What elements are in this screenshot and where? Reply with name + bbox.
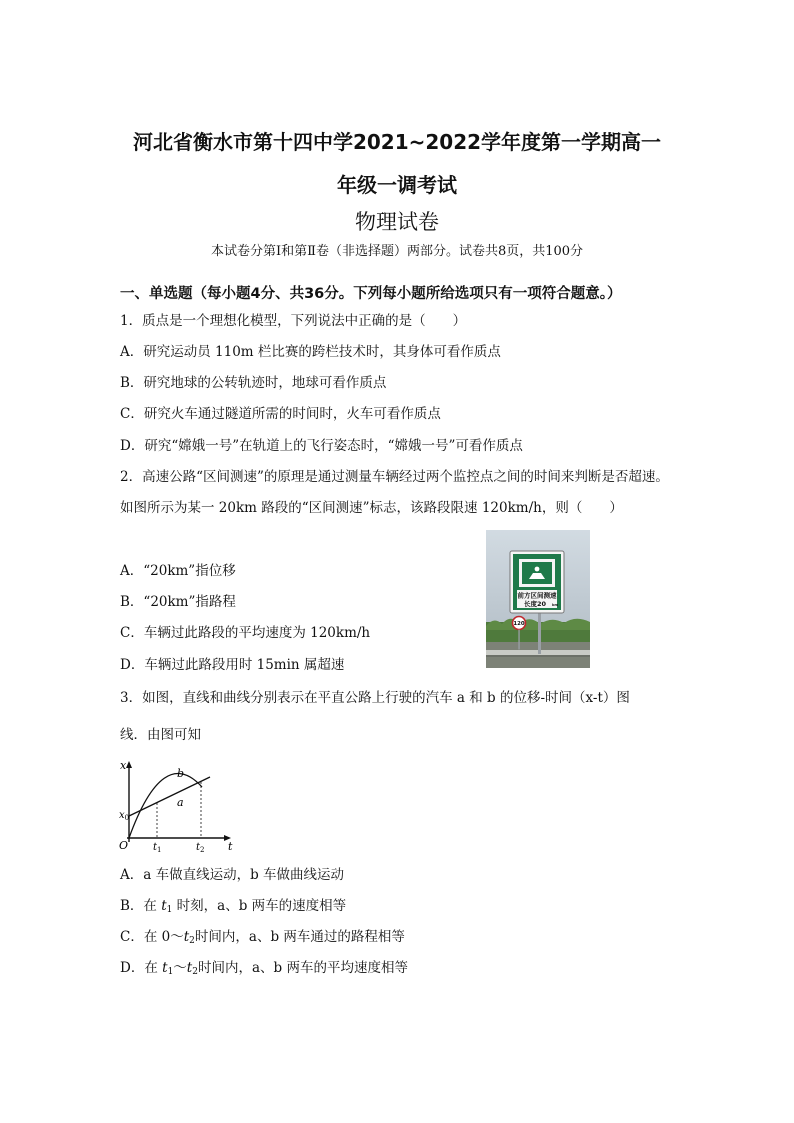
t1-label: $t_1$: [153, 842, 162, 852]
sign-text-line2: 长度20: [523, 600, 547, 608]
q1-option-c: C．研究火车通过隧道所需的时间时，火车可看作质点: [120, 406, 441, 422]
q1-option-d: D．研究“嫦娥一号”在轨道上的飞行姿态时，“嫦娥一号”可看作质点: [120, 438, 523, 454]
q3-option-d: D．在 $t_1\sim t_2$时间内，a、b 两车的平均速度相等: [120, 960, 408, 977]
q1-stem: 1．质点是一个理想化模型，下列说法中正确的是（ ）: [120, 313, 467, 329]
q2-option-d: D．车辆过此路段用时 15min 属超速: [120, 657, 345, 673]
q3-stem-line1: 3．如图，直线和曲线分别表示在平直公路上行驶的汽车 a 和 b 的位移-时间（x-t）图: [120, 690, 630, 706]
exam-title-line1: 河北省衡水市第十四中学2021~2022学年度第一学期高一: [132, 130, 662, 154]
q3-option-a: A．a 车做直线运动，b 车做曲线运动: [120, 867, 345, 883]
x-axis-label: x: [120, 759, 127, 772]
line-a-label: a: [177, 796, 184, 809]
q2-option-a: A．“20km”指位移: [120, 563, 236, 579]
x0-label: $x_0$: [119, 810, 130, 822]
q1-option-b: B．研究地球的公转轨迹时，地球可看作质点: [120, 375, 387, 391]
q1-option-a: A．研究运动员 110m 栏比赛的跨栏技术时，其身体可看作质点: [120, 344, 501, 360]
sign-unit: km: [552, 603, 559, 607]
q2-option-c: C．车辆过此路段的平均速度为 120km/h: [120, 625, 371, 641]
camera-icon: [535, 567, 540, 572]
q3-stem-line2: 线．由图可知: [120, 727, 201, 743]
exam-intro: 本试卷分第Ⅰ和第Ⅱ卷（非选择题）两部分。试卷共8页，共100分: [210, 244, 584, 259]
q2-option-b: B．“20km”指路程: [120, 594, 236, 610]
q2-stem-line2: 如图所示为某一 20km 路段的“区间测速”标志，该路段限速 120km/h，则（ ）: [120, 500, 623, 516]
xt-graph: [117, 756, 237, 852]
section-heading: 一、单选题（每小题4分、共36分。下列每小题所给选项只有一项符合题意。）: [120, 286, 622, 302]
t2-label: $t_2$: [196, 842, 205, 852]
t-axis-label: t: [228, 840, 233, 852]
speed-limit-value: 120: [513, 621, 525, 628]
exam-title-line2: 年级一调考试: [337, 173, 457, 197]
q3-option-b: B．在 $t_1$ 时刻，a、b 两车的速度相等: [120, 898, 347, 915]
subject-title: 物理试卷: [355, 210, 439, 234]
q2-stem-line1: 2．高速公路“区间测速”的原理是通过测量车辆经过两个监控点之间的时间来判断是否超速。: [120, 469, 669, 485]
q3-option-c: C．在 $0\sim t_2$时间内，a、b 两车通过的路程相等: [120, 929, 405, 946]
curve-b-label: b: [177, 767, 185, 780]
sign-text-line1: 前方区间测速: [517, 591, 557, 600]
speed-sign-photo: [486, 530, 590, 668]
curve-b: [129, 774, 202, 838]
origin-label: O: [119, 839, 129, 852]
